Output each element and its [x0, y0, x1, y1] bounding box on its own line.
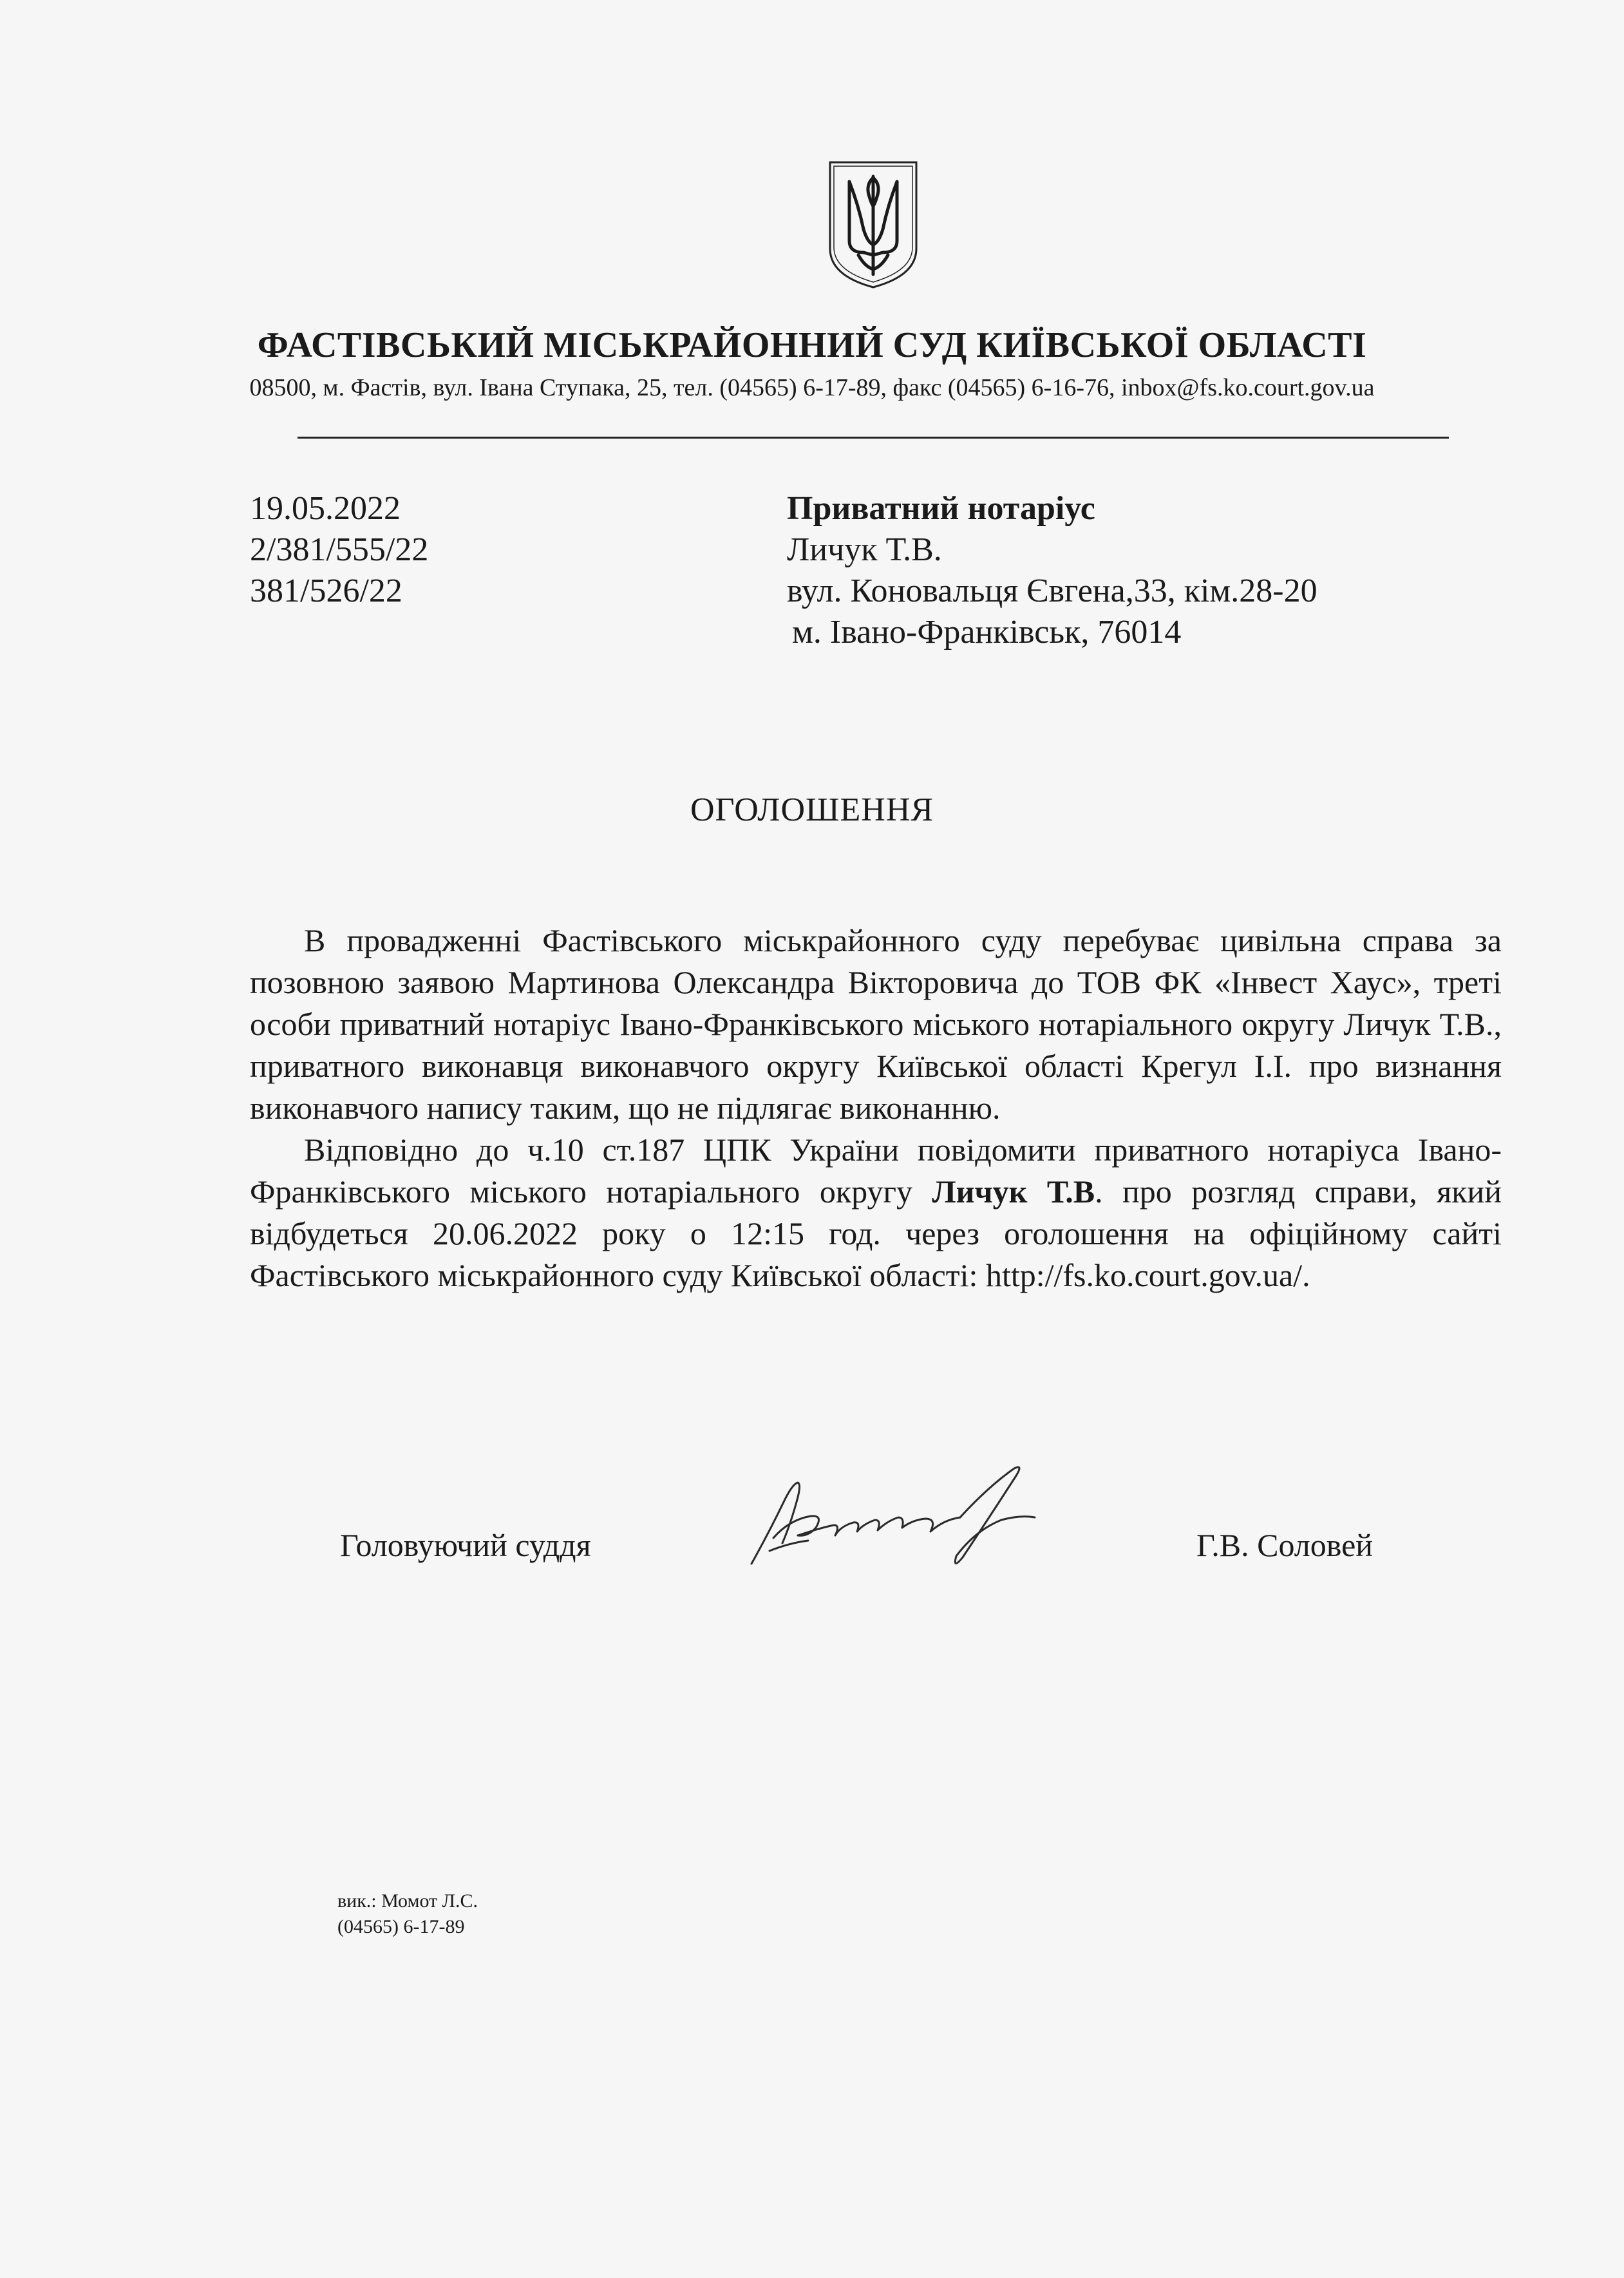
addressee-city: м. Івано-Франківськ, 76014	[792, 614, 1182, 650]
case-number-2: 381/526/22	[250, 573, 402, 609]
addressee-title: Приватний нотаріус	[787, 490, 1095, 527]
judge-name: Г.В. Соловей	[1196, 1527, 1374, 1563]
court-contacts: 08500, м. Фастів, вул. Івана Ступака, 25, тел. (04565) 6-17-89, факс (04565) 6-16-76, inbox@fs.ko.court.gov.ua	[249, 374, 1375, 401]
addressee-block	[787, 488, 1317, 653]
executor-phone: (04565) 6-17-89	[337, 1916, 465, 1937]
document-references	[250, 488, 428, 612]
body-paragraph-1: В провадженні Фастівського міськрайонного суду перебуває цивільна справа за позовною заявою Мартинова Олександра Вікторовича до ТОВ ФК «Інвест Хаус», треті особи приватний нотаріус Івано-Франківського міського нотаріального округу Личук Т.В., приватного виконавця виконавчого округу Київської області Крегул І.І. про визнання виконавчого напису таким, що не підлягає виконанню.	[250, 922, 1502, 1126]
coat-of-arms-icon	[826, 158, 920, 290]
document-date: 19.05.2022	[250, 490, 401, 527]
notary-name-bold: Личук Т.В	[932, 1173, 1095, 1210]
handwritten-signature	[744, 1461, 1040, 1571]
case-number: 2/381/555/22	[250, 531, 429, 568]
body-paragraph-2-start: Відповідно до ч.10 ст.187 ЦПК України повідомити приватного нотаріуса Івано-Франківського міського нотаріального округу	[250, 1132, 1502, 1210]
document-title: ОГОЛОШЕННЯ	[690, 792, 934, 828]
addressee-street: вул. Коновальця Євгена,33, кім.28-20	[787, 573, 1317, 609]
executor-info	[337, 1888, 478, 1940]
executor-name: вик.: Момот Л.С.	[337, 1890, 478, 1912]
header-divider	[297, 437, 1449, 439]
court-name: ФАСТІВСЬКИЙ МІСЬКРАЙОННИЙ СУД КИЇВСЬКОЇ ОБЛАСТІ	[257, 325, 1367, 365]
addressee-name: Личук Т.В.	[787, 531, 942, 568]
body-paragraph-2	[250, 1129, 1502, 1296]
document-body	[250, 920, 1502, 1296]
body-paragraph-2-end: . про розгляд справи, який відбудеться 20.06.2022 року о 12:15 год. через оголошення на офіційному сайті Фастівського міськрайонного суду Київської області: http://fs.ko.court.gov.ua/.	[250, 1173, 1502, 1293]
judge-role: Головуючий суддя	[340, 1527, 591, 1563]
